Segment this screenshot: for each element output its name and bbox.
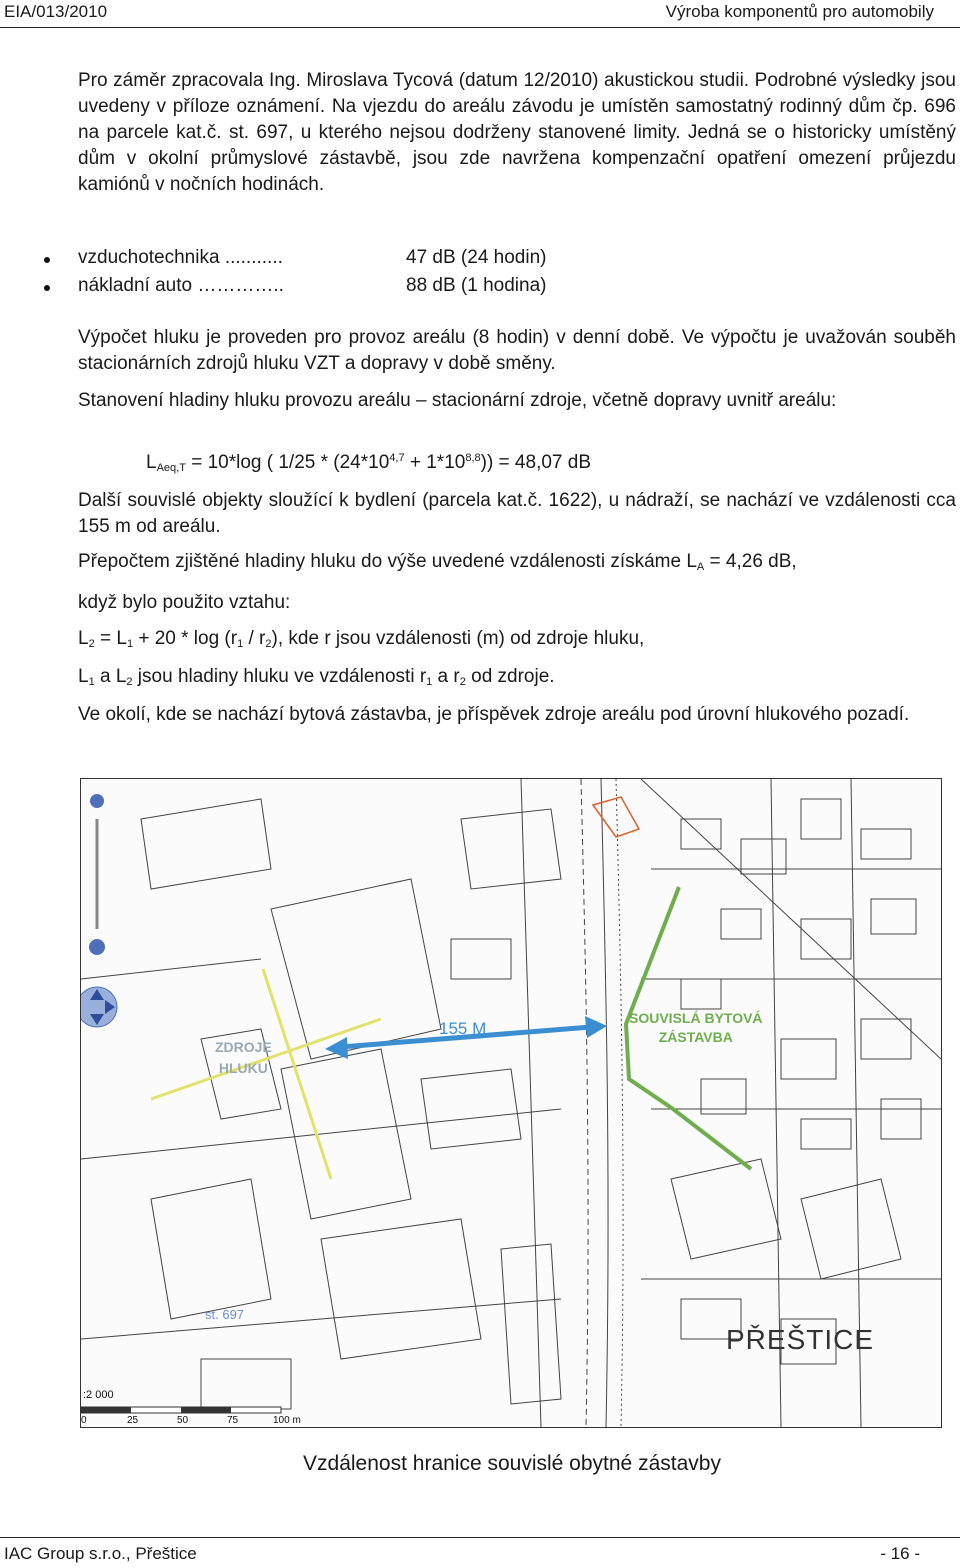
bullet-value-vzt: 47 dB (24 hodin) <box>406 247 547 268</box>
paragraph-calc: Výpočet hluku je proveden pro provoz areálu (8 hodin) v denní době. Ve výpočtu je uvažován souběh stacionárních zdrojů hluku VZT a dopravy v době směny. <box>78 327 956 374</box>
footer-company: IAC Group s.r.o., Přeštice <box>4 1544 197 1563</box>
formula-legend: $L_1$ a $L_2$ jsou hladiny hluku ve vzdálenosti $r_1$ a $r_2$ od zdroje. <box>78 666 555 688</box>
header-rule <box>0 27 960 28</box>
label-parcel: st. 697 <box>205 1307 245 1322</box>
label-distance: 155 M <box>439 1019 487 1038</box>
pan-control-icon <box>81 987 117 1027</box>
page-number: - 16 - <box>880 1544 920 1563</box>
bullet-dot <box>44 257 50 263</box>
formula-l2: $L_2 = L_1 + 20 * \log (r_1 / r_2)$, kde r jsou vzdálenosti (m) od zdroje hluku, <box>78 628 645 650</box>
scale-bar <box>81 1407 281 1413</box>
label-noise-sources: ZDROJE HLUKU <box>215 1039 272 1076</box>
paragraph-background: Ve okolí, kde se nachází bytová zástavba, je příspěvek zdroje areálu pod úrovní hlukového pozadí. <box>78 704 910 725</box>
bullet-value-truck: 88 dB (1 hodina) <box>406 275 547 296</box>
arrow-head-right <box>585 1016 607 1038</box>
paragraph-recalc: Přepočtem zjištěné hladiny hluku do výše uvedené vzdálenosti získáme $L_A = 4,26$ dB, <box>78 551 797 573</box>
label-town: PŘEŠTICE <box>726 1324 875 1355</box>
bullet-dot <box>44 285 50 291</box>
arrow-head-left <box>325 1037 348 1059</box>
paragraph-distance: Další souvislé objekty sloužící k bydlení (parcela kat.č. 1622), u nádraží, se nachází ve vzdálenosti cca 155 m od areálu. <box>78 490 956 537</box>
footer-rule <box>0 1537 960 1538</box>
label-housing: SOUVISLÁ BYTOVÁ ZÁSTAVBA <box>629 1010 763 1045</box>
marked-parcel <box>593 797 639 837</box>
bullet-label-truck: nákladní auto ………….. <box>78 275 284 296</box>
paragraph-study: Pro záměr zpracovala Ing. Miroslava Tycová (datum 12/2010) akustickou studii. Podrobné výsledky jsou uvedeny v příloze oznámení. Na vjezdu do areálu závodu je umístěn samostatný rodinný dům čp. 696 na parcele kat.č. st. 697, u kterého nejsou dodrženy stanovené limity. Jedná se o historicky umístěný dům v okolní průmyslové zástavbě, jsou zde navržena kompenzační opatření omezení průjezdu kamiónů v nočních hodinách. <box>78 70 956 195</box>
doc-id: EIA/013/2010 <box>4 2 108 21</box>
scale-ratio: :2 000 <box>83 1389 114 1401</box>
formula-laeq: $L_{Aeq,T} = 10*\log$ ( $1/25 * (24*10^{4,7} + 1*10^{8,8})) = 48,07$ dB <box>146 452 591 474</box>
paragraph-levels: Stanovení hladiny hluku provozu areálu – stacionární zdroje, včetně dopravy uvnitř areálu: <box>78 390 837 411</box>
doc-title: Výroba komponentů pro automobily <box>665 2 934 21</box>
paragraph-relation: když bylo použito vztahu: <box>78 592 291 613</box>
cadastral-map <box>80 778 942 1428</box>
bullet-label-vzt: vzduchotechnika ........... <box>78 247 283 268</box>
zoom-in-icon <box>90 794 104 808</box>
scale-ticks: 0 25 50 75 100 m <box>81 1415 301 1426</box>
zoom-out-icon <box>89 939 105 955</box>
figure-caption: Vzdálenost hranice souvislé obytné zástavby <box>303 1452 721 1475</box>
